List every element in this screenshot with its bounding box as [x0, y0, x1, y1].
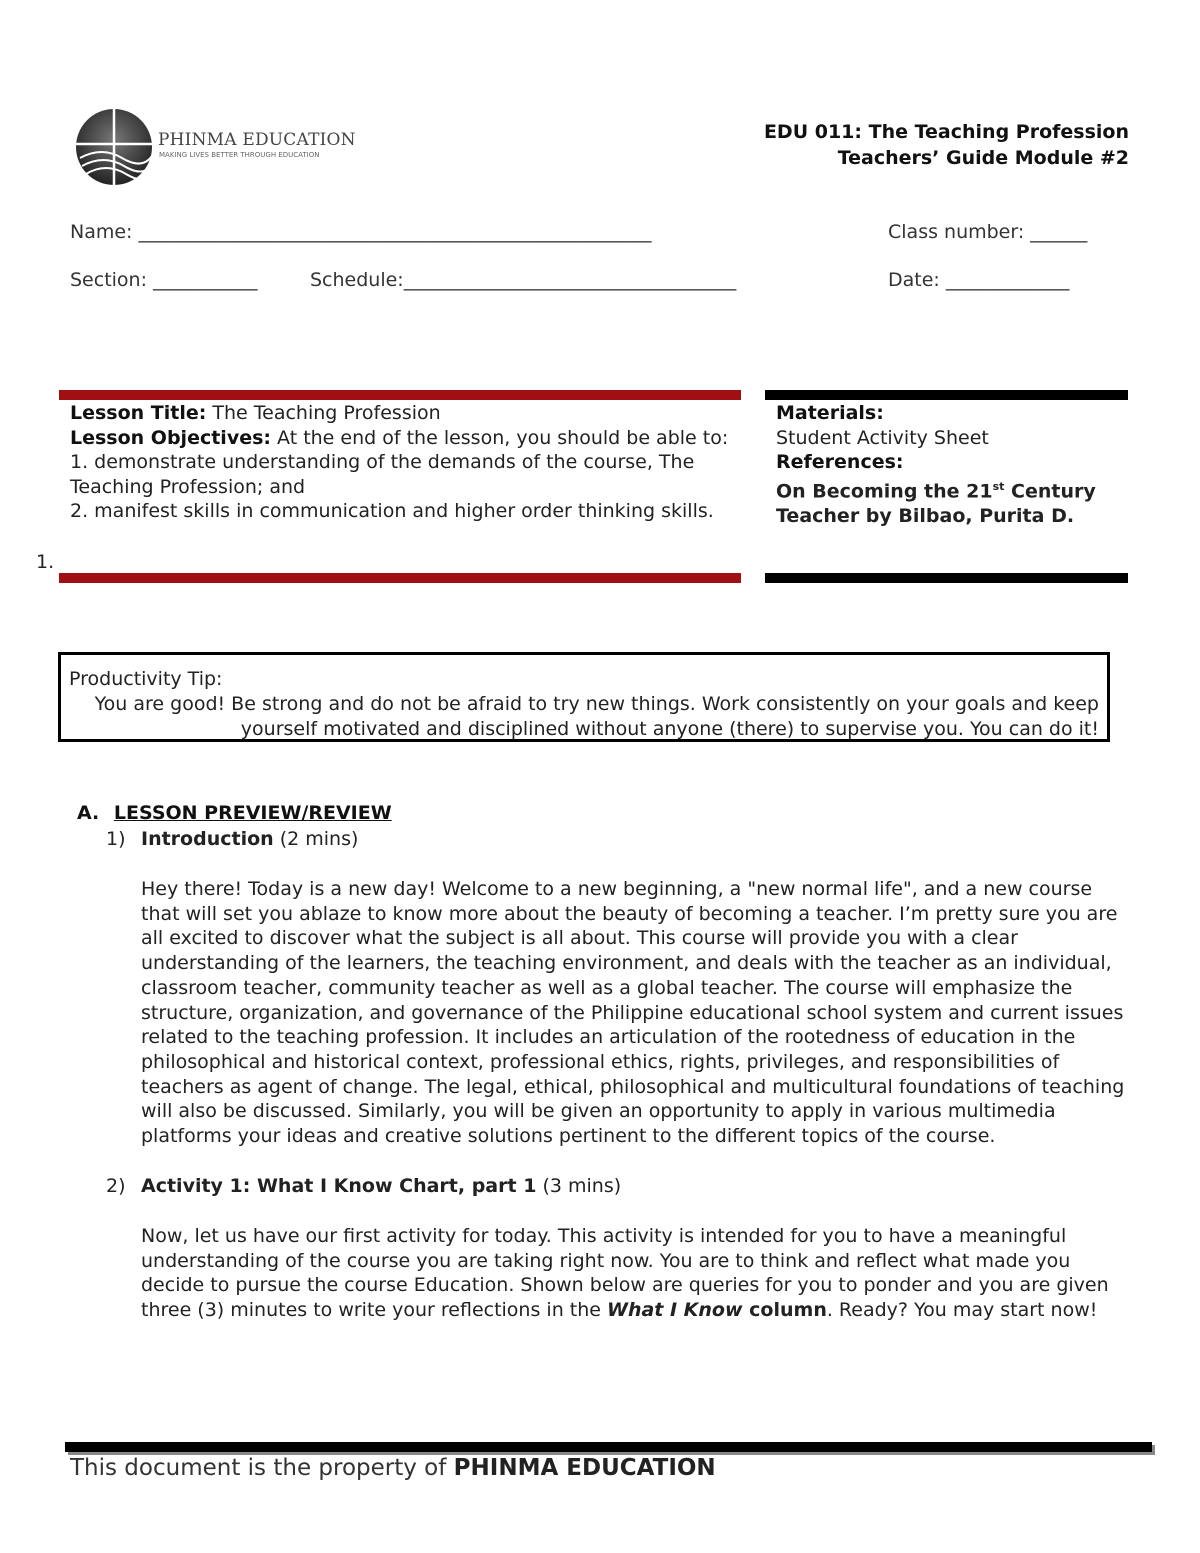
- schedule-label: Schedule:: [310, 269, 404, 291]
- lesson-objectives-label: Lesson Objectives:: [70, 426, 271, 449]
- item-1-title: Introduction: [141, 828, 274, 850]
- lesson-title-line: [70, 401, 740, 426]
- section-a-heading: [77, 802, 392, 824]
- date-field[interactable]: [888, 267, 1069, 293]
- section-blank[interactable]: ___________: [153, 269, 258, 291]
- item-2-title: Activity 1: What I Know Chart, part 1: [141, 1175, 537, 1197]
- tip-heading: Productivity Tip:: [69, 668, 223, 690]
- tip-line-1: You are good! Be strong and do not be afraid to try new things. Work consistently on your goals and keep: [94, 693, 1099, 715]
- lesson-top-bar: [59, 390, 741, 400]
- intro-line: will also be discussed. Similarly, you will be given an opportunity to apply in various multimedia: [141, 1100, 1056, 1123]
- activity-paragraph: [141, 1224, 1131, 1323]
- activity-lines: [141, 1224, 1131, 1298]
- materials-bottom-bar: [765, 573, 1128, 583]
- intro-line: understanding of the learners, the teaching environment, and deals with the teacher as an individual,: [141, 952, 1112, 975]
- section-field[interactable]: [70, 267, 258, 293]
- activity-last-line: [141, 1298, 1131, 1323]
- schedule-field[interactable]: [310, 267, 736, 293]
- item-1-duration: (2 mins): [273, 828, 359, 850]
- column-bold: column: [742, 1299, 827, 1322]
- intro-line: structure, organization, and governance of the Philippine educational school system and current issues: [141, 1001, 1124, 1024]
- lesson-block: [70, 401, 740, 524]
- objective-2: 2. manifest skills in communication and higher order thinking skills.: [70, 500, 714, 523]
- what-i-know-em: What I Know: [607, 1299, 743, 1322]
- course-header: [764, 119, 1129, 171]
- intro-line: all excited to discover what the subject is all about. This course will provide you with a clear: [141, 927, 1018, 950]
- activity-last-pre: three (3) minutes to write your reflections in the: [141, 1299, 607, 1322]
- item-1-number: 1): [106, 828, 126, 850]
- objective-1-a: 1. demonstrate understanding of the demands of the course, The: [70, 451, 695, 474]
- lesson-objectives-intro: At the end of the lesson, you should be able to:: [271, 426, 729, 449]
- footer-bar: [65, 1442, 1152, 1452]
- phinma-logo: [72, 106, 356, 188]
- activity-line: decide to pursue the course Education. Shown below are queries for you to ponder and you are given: [141, 1274, 1109, 1297]
- activity-last-post: . Ready? You may start now!: [826, 1299, 1098, 1322]
- reference-line-b: Teacher by Bilbao, Purita D.: [776, 504, 1075, 527]
- reference-title-end: Century: [1004, 480, 1096, 503]
- date-blank[interactable]: _____________: [945, 269, 1070, 291]
- section-a-letter: A.: [77, 802, 100, 824]
- logo-org-name: PHINMA EDUCATION: [158, 130, 356, 150]
- class-number-field[interactable]: [888, 219, 1087, 245]
- materials-value: Student Activity Sheet: [776, 426, 989, 449]
- item-2-heading: [141, 1173, 621, 1199]
- intro-line: related to the teaching profession. It includes an articulation of the rootedness of education in the: [141, 1026, 1076, 1049]
- activity-line: understanding of the course you are taking right now. You are to think and reflect what made you: [141, 1249, 1071, 1272]
- reference-superscript: st: [992, 479, 1005, 493]
- item-2-number: 2): [106, 1175, 126, 1197]
- materials-label: Materials:: [776, 402, 884, 424]
- list-marker: 1.: [36, 551, 55, 573]
- course-title: EDU 011: The Teaching Profession: [763, 121, 1129, 143]
- footer-text-pre: This document is the property of: [70, 1455, 454, 1481]
- reference-title-part: On Becoming the 21: [776, 480, 993, 503]
- objective-1-b: Teaching Profession; and: [70, 475, 306, 498]
- class-number-blank[interactable]: ______: [1030, 221, 1088, 243]
- footer-text-bold: PHINMA EDUCATION: [453, 1455, 716, 1481]
- lesson-title-value: The Teaching Profession: [206, 402, 441, 424]
- activity-line: Now, let us have our first activity for today. This activity is intended for you to have a meaningful: [141, 1225, 1067, 1247]
- schedule-blank[interactable]: ___________________________________: [403, 269, 737, 291]
- intro-line: classroom teacher, community teacher as well as a global teacher. The course will emphasize the: [141, 976, 1073, 999]
- item-1-heading: [141, 826, 358, 852]
- materials-top-bar: [765, 390, 1128, 400]
- tip-line-2: yourself motivated and disciplined without anyone (there) to supervise you. You can do it!: [240, 718, 1099, 740]
- item-2-duration: (3 mins): [536, 1175, 622, 1197]
- materials-block: [776, 401, 1128, 528]
- name-blank[interactable]: ______________________________________________________: [138, 221, 652, 243]
- intro-line: philosophical and historical context, professional ethics, rights, privileges, and responsibilities of: [141, 1050, 1060, 1073]
- footer-text: [70, 1455, 716, 1481]
- productivity-tip-box: [58, 652, 1110, 742]
- section-a-title: LESSON PREVIEW/REVIEW: [113, 802, 392, 824]
- phinma-globe-icon: [72, 106, 162, 188]
- name-label: Name:: [70, 221, 133, 243]
- intro-line: teachers as agent of change. The legal, ethical, philosophical and multicultural foundations of teaching: [141, 1075, 1125, 1098]
- lesson-objectives-line: [70, 426, 740, 451]
- intro-line: that will set you ablaze to know more about the beauty of becoming a teacher. I’m pretty sure you are: [141, 902, 1118, 925]
- section-label: Section:: [70, 269, 147, 291]
- reference-line-a: [776, 475, 1128, 504]
- class-number-label: Class number:: [888, 221, 1025, 243]
- references-label: References:: [776, 451, 904, 474]
- lesson-bottom-bar: [59, 573, 741, 583]
- intro-line: platforms your ideas and creative solutions pertinent to the different topics of the course.: [141, 1125, 996, 1148]
- module-title: Teachers’ Guide Module #2: [837, 147, 1129, 169]
- name-field[interactable]: [70, 219, 652, 245]
- lesson-title-label: Lesson Title:: [70, 402, 207, 424]
- date-label: Date:: [888, 269, 940, 291]
- logo-tagline: MAKING LIVES BETTER THROUGH EDUCATION: [159, 151, 320, 159]
- intro-line: Hey there! Today is a new day! Welcome to a new beginning, a "new normal life", and a new course: [141, 878, 1093, 900]
- intro-paragraph: [141, 877, 1131, 1149]
